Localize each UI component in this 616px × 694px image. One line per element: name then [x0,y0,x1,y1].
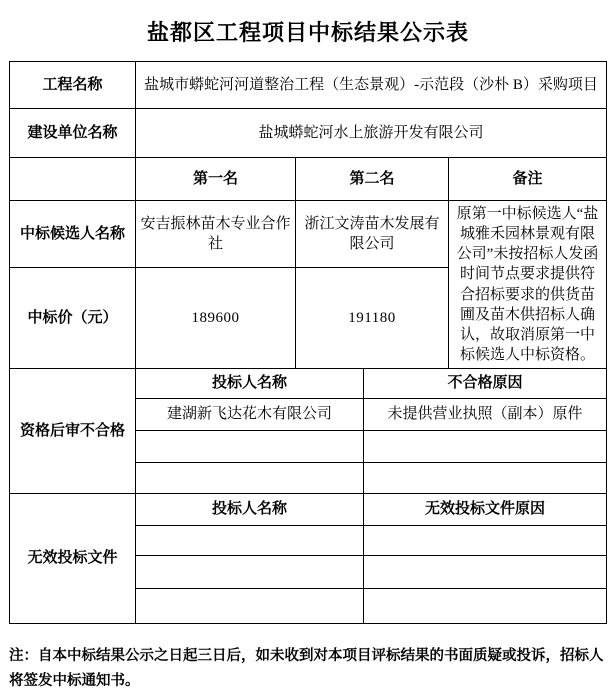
postqual-label-cell: 资格后审不合格 [10,369,136,494]
invalid-empty-bidder-cell [136,589,364,624]
invalid-empty-reason-cell [364,556,607,589]
project-name-value-cell: 盐城市蟒蛇河河道整治工程（生态景观）-示范段（沙朴 B）采购项目 [136,62,607,109]
first-price-cell: 189600 [136,268,296,369]
first-candidate-cell: 安吉振林苗木专业合作社 [136,201,296,268]
page-title: 盐都区工程项目中标结果公示表 [146,20,469,45]
owner-value-cell: 盐城蟒蛇河水上旅游开发有限公司 [136,109,607,158]
second-candidate-cell: 浙江文涛苗木发展有限公司 [296,201,449,268]
remark-cell: 原第一中标候选人“盐城雅禾园林景观有限公司”未按招标人发函时间节点要求提供符合招标要求的供货苗圃及苗木供招标人确认，故取消原第一中标候选人中标资格。 [449,201,607,369]
footer-note: 注：自本中标结果公示之日起三日后，如未收到对本项目评标结果的书面质疑或投诉，招标人将签发中标通知书。 [9,648,604,689]
first-place-header-cell: 第一名 [136,158,296,201]
project-name-label-cell: 工程名称 [10,62,136,109]
postqual-reason-cell: 未提供营业执照（副本）原件 [364,399,607,431]
invalid-empty-reason-cell [364,526,607,556]
postqual-empty-reason-cell [364,463,607,494]
invalid-empty-reason-cell [364,589,607,624]
candidates-label-cell: 中标候选人名称 [10,201,136,268]
second-price-cell: 191180 [296,268,449,369]
invalid-empty-bidder-cell [136,526,364,556]
rank-header-row [10,158,607,201]
owner-row [10,109,607,158]
postqual-reason-header-cell: 不合格原因 [364,369,607,399]
invalid-label-cell: 无效投标文件 [10,494,136,624]
invalid-empty-bidder-cell [136,556,364,589]
second-place-header-cell: 第二名 [296,158,449,201]
owner-label-cell: 建设单位名称 [10,109,136,158]
price-label-cell: 中标价（元） [10,268,136,369]
postqual-empty-bidder-cell [136,463,364,494]
project-name-row [10,62,607,109]
rank-header-empty-cell [10,158,136,201]
postqual-bidder-cell: 建湖新飞达花木有限公司 [136,399,364,431]
postqual-empty-bidder-cell [136,431,364,463]
invalid-header-row [10,494,607,526]
postqual-header-row [10,369,607,399]
postqual-bidder-header-cell: 投标人名称 [136,369,364,399]
remark-header-cell: 备注 [449,158,607,201]
invalid-bidder-header-cell: 投标人名称 [136,494,364,526]
candidates-row [10,201,607,268]
invalid-reason-header-cell: 无效投标文件原因 [364,494,607,526]
bid-result-table [9,61,607,624]
postqual-empty-reason-cell [364,431,607,463]
